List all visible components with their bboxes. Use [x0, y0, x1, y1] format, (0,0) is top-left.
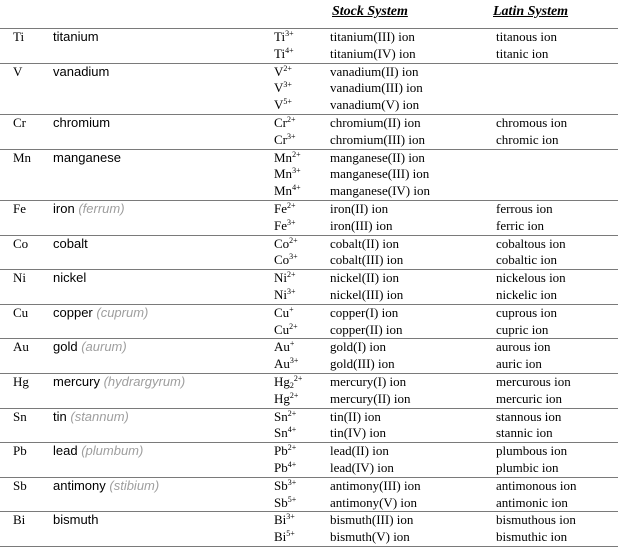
ion-base: Sb	[274, 477, 288, 493]
element-latin-name: (stannum)	[70, 408, 129, 424]
ion-base: Bi	[274, 512, 287, 528]
ion-charge: 2+	[287, 443, 297, 453]
stock-name: vanadium(V) ion	[330, 97, 420, 113]
ion-formula	[274, 425, 296, 442]
ion-charge: 2+	[289, 321, 298, 331]
ion-formula	[274, 495, 296, 512]
ion-base: Cr	[274, 114, 287, 130]
element-symbol: Co	[13, 235, 29, 251]
element-name-cell	[53, 270, 86, 287]
element-name-cell	[53, 339, 127, 356]
ion-charge: +	[289, 304, 294, 314]
ion-base: Sn	[274, 408, 288, 424]
ion-line	[0, 236, 618, 253]
ion-subscript: 2	[289, 380, 294, 390]
ion-formula	[274, 46, 294, 63]
ion-formula	[274, 201, 296, 218]
element-name-cell	[53, 29, 99, 46]
ion-line	[0, 443, 618, 460]
ion-base: Ti	[274, 29, 286, 44]
element-name-cell	[53, 478, 159, 495]
ion-base: Bi	[274, 529, 287, 545]
latin-system-name: nickelous ion	[496, 270, 566, 286]
ion-line	[0, 252, 618, 269]
ion-line	[0, 97, 618, 114]
ion-table	[0, 28, 618, 547]
latin-system-name: ferric ion	[496, 217, 545, 233]
ion-formula	[274, 391, 298, 408]
ion-charge: 3+	[289, 356, 299, 366]
ion-base: Cu	[274, 304, 290, 320]
element-name-cell	[53, 443, 143, 460]
ion-base: Mn	[274, 166, 293, 182]
element-symbol: Sb	[13, 477, 27, 493]
latin-system-name: mercuric ion	[496, 390, 563, 406]
element-row	[0, 409, 618, 444]
element-name: tin	[53, 408, 67, 424]
stock-name: lead(IV) ion	[330, 459, 394, 475]
ion-line	[0, 29, 618, 46]
ion-base: Ni	[274, 270, 287, 286]
element-name-cell	[53, 236, 88, 253]
element-name: iron	[53, 200, 75, 216]
latin-system-name: cupric ion	[496, 321, 549, 337]
element-symbol: Fe	[13, 200, 26, 216]
ion-formula	[274, 339, 294, 356]
ion-line	[0, 150, 618, 167]
latin-system-name: chromous ion	[496, 114, 568, 130]
ion-charge: +	[289, 339, 295, 349]
ion-base: Hg	[274, 373, 290, 389]
stock-name: gold(III) ion	[330, 356, 395, 372]
ion-line	[0, 460, 618, 477]
ion-base: Ni	[274, 286, 287, 302]
stock-name: nickel(II) ion	[330, 270, 399, 286]
stock-name: vanadium(II) ion	[330, 63, 419, 79]
element-name: antimony	[53, 477, 106, 493]
element-name-cell	[53, 150, 121, 167]
element-row	[0, 339, 618, 374]
element-row	[0, 478, 618, 513]
stock-name: iron(III) ion	[330, 217, 393, 233]
element-symbol: Cu	[13, 304, 29, 320]
ion-base: Ti	[274, 45, 286, 61]
element-row	[0, 150, 618, 201]
element-name-cell	[53, 305, 148, 322]
latin-system-name: mercurous ion	[496, 373, 571, 389]
latin-system-name: nickelic ion	[496, 286, 558, 302]
element-row	[0, 115, 618, 150]
ion-base: Fe	[274, 200, 287, 216]
ion-charge: 3+	[287, 477, 297, 487]
stock-name: copper(II) ion	[330, 321, 403, 337]
ion-charge: 3+	[292, 166, 301, 176]
element-name: lead	[53, 443, 78, 459]
ion-line	[0, 356, 618, 373]
element-name: gold	[53, 339, 78, 355]
element-name-cell	[53, 409, 129, 426]
ion-line	[0, 46, 618, 63]
ion-line	[0, 339, 618, 356]
element-name-cell	[53, 374, 185, 391]
ion-charge: 5+	[283, 97, 292, 107]
ion-line	[0, 183, 618, 200]
ion-charge: 3+	[283, 80, 292, 90]
latin-system-name: antimonic ion	[496, 494, 568, 510]
stock-name: cobalt(III) ion	[330, 252, 404, 268]
element-symbol: Cr	[13, 114, 26, 130]
stock-name: mercury(II) ion	[330, 390, 411, 406]
stock-name: titanium(III) ion	[330, 29, 415, 44]
element-name: cobalt	[53, 235, 88, 251]
ion-base: Sn	[274, 425, 288, 441]
ion-line	[0, 80, 618, 97]
ion-line	[0, 201, 618, 218]
ion-formula	[274, 460, 296, 477]
stock-name: gold(I) ion	[330, 339, 386, 355]
latin-system-name: cobaltic ion	[496, 252, 558, 268]
latin-system-name: plumbous ion	[496, 443, 568, 459]
ion-formula	[274, 80, 292, 97]
ion-formula	[274, 252, 298, 269]
element-name-cell	[53, 201, 125, 218]
ion-base: Au	[274, 356, 290, 372]
stock-name: titanium(IV) ion	[330, 45, 416, 61]
stock-name: manganese(II) ion	[330, 149, 425, 165]
stock-name: manganese(IV) ion	[330, 183, 430, 199]
stock-name: tin(IV) ion	[330, 425, 386, 441]
ion-line	[0, 64, 618, 81]
element-name: vanadium	[53, 63, 110, 79]
element-latin-name: (plumbum)	[81, 443, 144, 459]
ion-charge: 2+	[289, 235, 298, 245]
stock-name: mercury(I) ion	[330, 373, 407, 389]
latin-system-name: cobaltous ion	[496, 235, 566, 251]
ion-formula	[274, 478, 296, 495]
latin-system-header: Latin System	[493, 4, 569, 19]
element-row	[0, 29, 618, 64]
element-symbol: Au	[13, 339, 29, 355]
ion-charge: 2+	[287, 408, 297, 418]
ion-base: V	[274, 80, 284, 96]
element-name: chromium	[53, 114, 111, 130]
ion-base: V	[274, 97, 284, 113]
ion-formula	[274, 409, 296, 426]
ion-line	[0, 374, 618, 391]
element-row	[0, 64, 618, 115]
ion-base: Pb	[274, 443, 288, 459]
element-symbol: V	[13, 63, 23, 79]
ion-formula	[274, 150, 301, 167]
ion-formula	[274, 64, 292, 81]
ion-line	[0, 425, 618, 442]
ion-charge: 2+	[287, 200, 296, 210]
ion-charge: 2+	[292, 149, 301, 159]
ion-charge: 4+	[285, 45, 294, 55]
stock-name: antimony(III) ion	[330, 477, 421, 493]
ion-charge: 2+	[289, 390, 299, 400]
ion-line	[0, 391, 618, 408]
stock-name: nickel(III) ion	[330, 286, 404, 302]
ion-charge: 5+	[286, 529, 295, 539]
stock-name: manganese(III) ion	[330, 166, 430, 182]
stock-name: tin(II) ion	[330, 408, 381, 424]
ion-base: Sb	[274, 494, 288, 510]
ion-charge: 3+	[286, 512, 295, 522]
element-name: copper	[53, 304, 93, 320]
ion-charge: 3+	[287, 286, 296, 296]
ion-line	[0, 512, 618, 529]
element-latin-name: (cuprum)	[96, 304, 149, 320]
ion-formula	[274, 356, 298, 373]
element-row	[0, 236, 618, 271]
element-symbol: Sn	[13, 408, 27, 424]
element-latin-name: (aurum)	[81, 339, 127, 355]
ion-line	[0, 287, 618, 304]
ion-charge: 4+	[292, 183, 301, 193]
ion-base: Mn	[274, 183, 293, 199]
ion-formula	[274, 270, 296, 287]
ion-formula	[274, 322, 298, 339]
element-row	[0, 443, 618, 478]
ion-base: Fe	[274, 217, 287, 233]
stock-name: antimony(V) ion	[330, 494, 418, 510]
ion-charge: 3+	[287, 131, 296, 141]
ion-charge: 2+	[293, 373, 303, 383]
element-row	[0, 201, 618, 236]
element-symbol: Mn	[13, 149, 32, 165]
ion-formula	[274, 236, 298, 253]
element-row	[0, 305, 618, 340]
ion-formula	[274, 287, 296, 304]
ion-line	[0, 529, 618, 546]
latin-system-name: cuprous ion	[496, 304, 558, 320]
stock-name: vanadium(III) ion	[330, 80, 423, 96]
ion-line	[0, 478, 618, 495]
ion-formula	[274, 115, 296, 132]
ion-charge: 3+	[285, 29, 294, 38]
stock-name: chromium(II) ion	[330, 114, 421, 130]
ion-base: Co	[274, 235, 290, 251]
stock-name: copper(I) ion	[330, 304, 399, 320]
element-latin-name: (ferrum)	[78, 200, 125, 216]
element-row	[0, 374, 618, 409]
ion-charge: 2+	[287, 270, 296, 280]
ion-base: Pb	[274, 459, 288, 475]
ion-charge: 4+	[287, 425, 297, 435]
ion-formula	[274, 183, 301, 200]
element-name: bismuth	[53, 512, 99, 528]
latin-system-name: auric ion	[496, 356, 542, 372]
element-name: manganese	[53, 149, 121, 165]
stock-name: bismuth(V) ion	[330, 529, 410, 545]
ion-line	[0, 409, 618, 426]
latin-system-name: stannous ion	[496, 408, 562, 424]
ion-charge: 3+	[287, 217, 296, 227]
element-latin-name: (stibium)	[109, 477, 160, 493]
ion-formula	[274, 166, 301, 183]
element-symbol: Hg	[13, 373, 29, 389]
ion-formula	[274, 443, 296, 460]
ion-charge: 5+	[287, 494, 297, 504]
stock-name: lead(II) ion	[330, 443, 389, 459]
stock-name: iron(II) ion	[330, 200, 389, 216]
element-symbol: Bi	[13, 512, 26, 528]
latin-system-name: chromic ion	[496, 131, 559, 147]
ion-formula	[274, 218, 296, 235]
ion-charge: 4+	[287, 459, 297, 469]
element-name: titanium	[53, 29, 99, 44]
latin-system-name: stannic ion	[496, 425, 553, 441]
element-name: mercury	[53, 373, 100, 389]
ion-base: V	[274, 63, 284, 79]
latin-system-name: titanous ion	[496, 29, 558, 44]
ion-base: Au	[274, 339, 290, 355]
ion-line	[0, 115, 618, 132]
ion-formula	[274, 529, 295, 546]
ion-formula	[274, 97, 292, 114]
element-name-cell	[53, 115, 110, 132]
element-name-cell	[53, 64, 109, 81]
ion-base: Cu	[274, 321, 290, 337]
element-symbol: Ni	[13, 270, 26, 286]
ion-formula	[274, 512, 295, 529]
ion-charge: 3+	[289, 252, 298, 262]
element-symbol: Pb	[13, 443, 27, 459]
latin-system-name: bismuthous ion	[496, 512, 576, 528]
latin-system-name: bismuthic ion	[496, 529, 568, 545]
ion-formula	[274, 132, 296, 149]
ion-base: Hg	[274, 390, 290, 406]
ion-base: Cr	[274, 131, 287, 147]
stock-name: chromium(III) ion	[330, 131, 425, 147]
ion-line	[0, 218, 618, 235]
stock-name: cobalt(II) ion	[330, 235, 399, 251]
ion-formula	[274, 305, 294, 322]
ion-base: Co	[274, 252, 290, 268]
stock-system-header: Stock System	[332, 4, 408, 19]
ion-line	[0, 166, 618, 183]
latin-system-name: antimonous ion	[496, 477, 577, 493]
element-row	[0, 512, 618, 547]
ion-line	[0, 132, 618, 149]
ion-line	[0, 305, 618, 322]
ion-line	[0, 322, 618, 339]
latin-system-name: ferrous ion	[496, 200, 553, 216]
element-row	[0, 270, 618, 305]
element-symbol: Ti	[13, 29, 25, 44]
ion-charge: 2+	[287, 114, 296, 124]
ion-base: Mn	[274, 149, 293, 165]
element-name-cell	[53, 512, 99, 529]
ion-formula	[274, 29, 294, 46]
ion-charge: 2+	[283, 63, 292, 73]
stock-name: bismuth(III) ion	[330, 512, 414, 528]
ion-formula	[274, 374, 302, 391]
element-latin-name: (hydrargyrum)	[103, 373, 186, 389]
latin-system-name: plumbic ion	[496, 459, 559, 475]
latin-system-name: aurous ion	[496, 339, 551, 355]
ion-line	[0, 495, 618, 512]
latin-system-name: titanic ion	[496, 45, 549, 61]
element-name: nickel	[53, 270, 87, 286]
ion-line	[0, 270, 618, 287]
